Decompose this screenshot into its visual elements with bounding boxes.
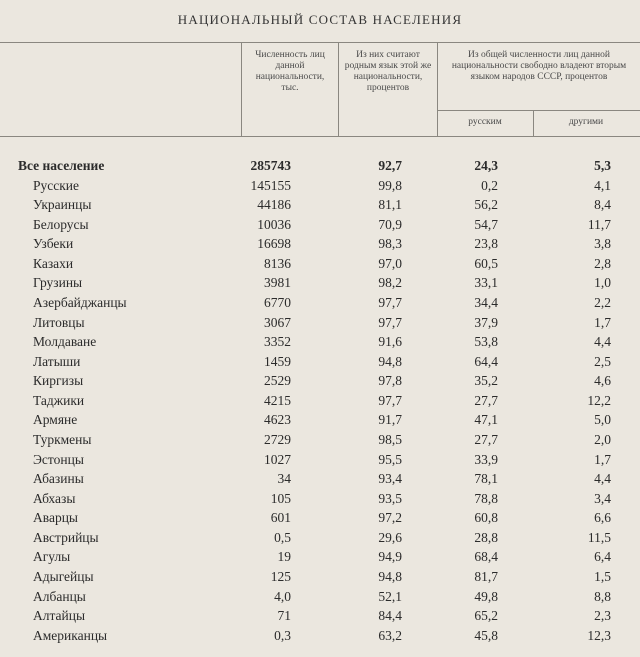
- native-language-cell: 70,9: [378, 216, 402, 232]
- russian-language-cell: 68,4: [474, 549, 498, 565]
- nationality-cell: Литовцы: [33, 314, 85, 330]
- table-row: [0, 217, 640, 236]
- nationality-cell: Латыши: [33, 353, 81, 369]
- population-cell: 1459: [264, 353, 291, 369]
- nationality-cell: Таджики: [33, 392, 85, 408]
- header-second-language: Из общей численности лиц данной национальности свободно владеют вторым языком народов СССР, процентов: [451, 50, 627, 82]
- population-cell: 2729: [264, 431, 291, 447]
- native-language-cell: 99,8: [378, 177, 402, 193]
- population-cell: 125: [270, 568, 291, 584]
- column-divider: [437, 42, 438, 136]
- table-row: [0, 393, 640, 412]
- population-cell: 285743: [250, 158, 291, 173]
- russian-language-cell: 28,8: [474, 529, 498, 545]
- table-row: [0, 452, 640, 471]
- population-cell: 3067: [264, 314, 291, 330]
- nationality-cell: Адыгейцы: [33, 568, 94, 584]
- population-cell: 10036: [257, 216, 291, 232]
- other-language-cell: 4,4: [594, 334, 611, 350]
- table-row: [0, 178, 640, 197]
- population-cell: 8136: [264, 255, 291, 271]
- population-cell: 6770: [264, 294, 291, 310]
- nationality-cell: Грузины: [33, 275, 83, 291]
- russian-language-cell: 54,7: [474, 216, 498, 232]
- native-language-cell: 97,0: [378, 255, 402, 271]
- russian-language-cell: 33,9: [474, 451, 498, 467]
- table-row: [0, 549, 640, 568]
- header-top-rule: [0, 42, 640, 43]
- russian-language-cell: 60,8: [474, 510, 498, 526]
- table-row: [0, 236, 640, 255]
- population-cell: 16698: [257, 236, 291, 252]
- other-language-cell: 2,5: [594, 353, 611, 369]
- russian-language-cell: 27,7: [474, 392, 498, 408]
- nationality-cell: Все население: [18, 158, 105, 173]
- russian-language-cell: 65,2: [474, 608, 498, 624]
- native-language-cell: 94,8: [378, 568, 402, 584]
- nationality-cell: Азербайджанцы: [33, 294, 127, 310]
- native-language-cell: 95,5: [378, 451, 402, 467]
- nationality-cell: Албанцы: [33, 588, 86, 604]
- nationality-cell: Алтайцы: [33, 608, 86, 624]
- population-cell: 105: [270, 490, 291, 506]
- table-row: [0, 412, 640, 431]
- nationality-cell: Киргизы: [33, 373, 84, 389]
- native-language-cell: 29,6: [378, 529, 402, 545]
- native-language-cell: 91,6: [378, 334, 402, 350]
- table-row: [0, 608, 640, 627]
- table-row: [0, 275, 640, 294]
- native-language-cell: 97,7: [378, 392, 402, 408]
- nationality-cell: Эстонцы: [33, 451, 84, 467]
- other-language-cell: 8,8: [594, 588, 611, 604]
- nationality-cell: Американцы: [33, 627, 108, 643]
- other-language-cell: 1,5: [594, 568, 611, 584]
- nationality-cell: Аварцы: [33, 510, 78, 526]
- nationality-cell: Агулы: [33, 549, 71, 565]
- nationality-cell: Австрийцы: [33, 529, 99, 545]
- table-row: [0, 569, 640, 588]
- column-divider: [241, 42, 242, 136]
- nationality-cell: Туркмены: [33, 431, 92, 447]
- other-language-cell: 4,6: [594, 373, 611, 389]
- russian-language-cell: 47,1: [474, 412, 498, 428]
- russian-language-cell: 34,4: [474, 294, 498, 310]
- population-cell: 19: [277, 549, 291, 565]
- russian-language-cell: 37,9: [474, 314, 498, 330]
- population-cell: 34: [277, 471, 291, 487]
- other-language-cell: 2,8: [594, 255, 611, 271]
- population-cell: 4,0: [274, 588, 291, 604]
- table-row: [0, 471, 640, 490]
- other-language-cell: 1,7: [594, 451, 611, 467]
- other-language-cell: 11,5: [587, 529, 611, 545]
- other-language-cell: 4,4: [594, 471, 611, 487]
- header-native-language: Из них считают родным язык этой же национальности, процентов: [344, 50, 432, 93]
- other-language-cell: 6,4: [594, 549, 611, 565]
- population-cell: 3352: [264, 334, 291, 350]
- table-row: [0, 256, 640, 275]
- header-bottom-rule: [0, 136, 640, 137]
- nationality-cell: Украинцы: [33, 197, 92, 213]
- population-cell: 3981: [264, 275, 291, 291]
- other-language-cell: 3,8: [594, 236, 611, 252]
- table-row: [0, 589, 640, 608]
- russian-language-cell: 53,8: [474, 334, 498, 350]
- table-row: [0, 334, 640, 353]
- russian-language-cell: 81,7: [474, 568, 498, 584]
- table-title: НАЦИОНАЛЬНЫЙ СОСТАВ НАСЕЛЕНИЯ: [177, 12, 463, 27]
- population-cell: 4623: [264, 412, 291, 428]
- russian-language-cell: 0,2: [481, 177, 498, 193]
- native-language-cell: 91,7: [378, 412, 402, 428]
- nationality-cell: Казахи: [33, 255, 74, 271]
- other-language-cell: 2,3: [594, 608, 611, 624]
- other-language-cell: 6,6: [594, 510, 611, 526]
- nationality-cell: Белорусы: [33, 216, 89, 232]
- native-language-cell: 93,5: [378, 490, 402, 506]
- other-language-cell: 5,0: [594, 412, 611, 428]
- population-cell: 0,3: [274, 627, 291, 643]
- other-language-cell: 12,2: [587, 392, 611, 408]
- other-language-cell: 5,3: [594, 158, 611, 173]
- population-cell: 44186: [257, 197, 291, 213]
- population-cell: 2529: [264, 373, 291, 389]
- table-row: [0, 373, 640, 392]
- native-language-cell: 84,4: [378, 608, 402, 624]
- native-language-cell: 97,8: [378, 373, 402, 389]
- russian-language-cell: 35,2: [474, 373, 498, 389]
- russian-language-cell: 78,8: [474, 490, 498, 506]
- native-language-cell: 92,7: [378, 158, 402, 173]
- russian-language-cell: 27,7: [474, 431, 498, 447]
- other-language-cell: 2,0: [594, 431, 611, 447]
- other-language-cell: 1,7: [594, 314, 611, 330]
- population-cell: 4215: [264, 392, 291, 408]
- russian-language-cell: 45,8: [474, 627, 498, 643]
- subheader-other: другими: [568, 117, 604, 127]
- native-language-cell: 81,1: [378, 197, 402, 213]
- header-number: Численность лиц данной национальности, тыс.: [255, 50, 325, 93]
- native-language-cell: 63,2: [378, 627, 402, 643]
- subheader-rule: [437, 110, 640, 111]
- native-language-cell: 97,7: [378, 294, 402, 310]
- native-language-cell: 52,1: [378, 588, 402, 604]
- native-language-cell: 94,8: [378, 353, 402, 369]
- column-divider: [338, 42, 339, 136]
- native-language-cell: 97,2: [378, 510, 402, 526]
- other-language-cell: 12,3: [587, 627, 611, 643]
- subheader-russian: русским: [468, 117, 502, 127]
- native-language-cell: 94,9: [378, 549, 402, 565]
- native-language-cell: 98,5: [378, 431, 402, 447]
- nationality-cell: Абазины: [33, 471, 84, 487]
- nationality-cell: Абхазы: [33, 490, 76, 506]
- russian-language-cell: 64,4: [474, 353, 498, 369]
- other-language-cell: 4,1: [594, 177, 611, 193]
- population-cell: 1027: [264, 451, 291, 467]
- population-cell: 145155: [250, 177, 291, 193]
- table-row: [0, 197, 640, 216]
- other-language-cell: 3,4: [594, 490, 611, 506]
- table-row: [0, 295, 640, 314]
- other-language-cell: 2,2: [594, 294, 611, 310]
- native-language-cell: 98,3: [378, 236, 402, 252]
- other-language-cell: 11,7: [587, 216, 611, 232]
- native-language-cell: 98,2: [378, 275, 402, 291]
- russian-language-cell: 56,2: [474, 197, 498, 213]
- table-row: [0, 530, 640, 549]
- native-language-cell: 93,4: [378, 471, 402, 487]
- table-row: [0, 510, 640, 529]
- other-language-cell: 8,4: [594, 197, 611, 213]
- table-row: [0, 315, 640, 334]
- russian-language-cell: 23,8: [474, 236, 498, 252]
- russian-language-cell: 49,8: [474, 588, 498, 604]
- nationality-cell: Армяне: [33, 412, 78, 428]
- nationality-cell: Узбеки: [33, 236, 74, 252]
- russian-language-cell: 24,3: [474, 158, 498, 173]
- table-row: [0, 354, 640, 373]
- native-language-cell: 97,7: [378, 314, 402, 330]
- table-row: [0, 628, 640, 647]
- table-row: [0, 491, 640, 510]
- nationality-cell: Русские: [33, 177, 80, 193]
- russian-language-cell: 78,1: [474, 471, 498, 487]
- population-cell: 601: [270, 510, 291, 526]
- column-divider: [533, 110, 534, 136]
- russian-language-cell: 60,5: [474, 255, 498, 271]
- nationality-cell: Молдаване: [33, 334, 97, 350]
- russian-language-cell: 33,1: [474, 275, 498, 291]
- table-row: [0, 432, 640, 451]
- population-cell: 71: [277, 608, 291, 624]
- other-language-cell: 1,0: [594, 275, 611, 291]
- table-row: [0, 158, 640, 177]
- population-cell: 0,5: [274, 529, 291, 545]
